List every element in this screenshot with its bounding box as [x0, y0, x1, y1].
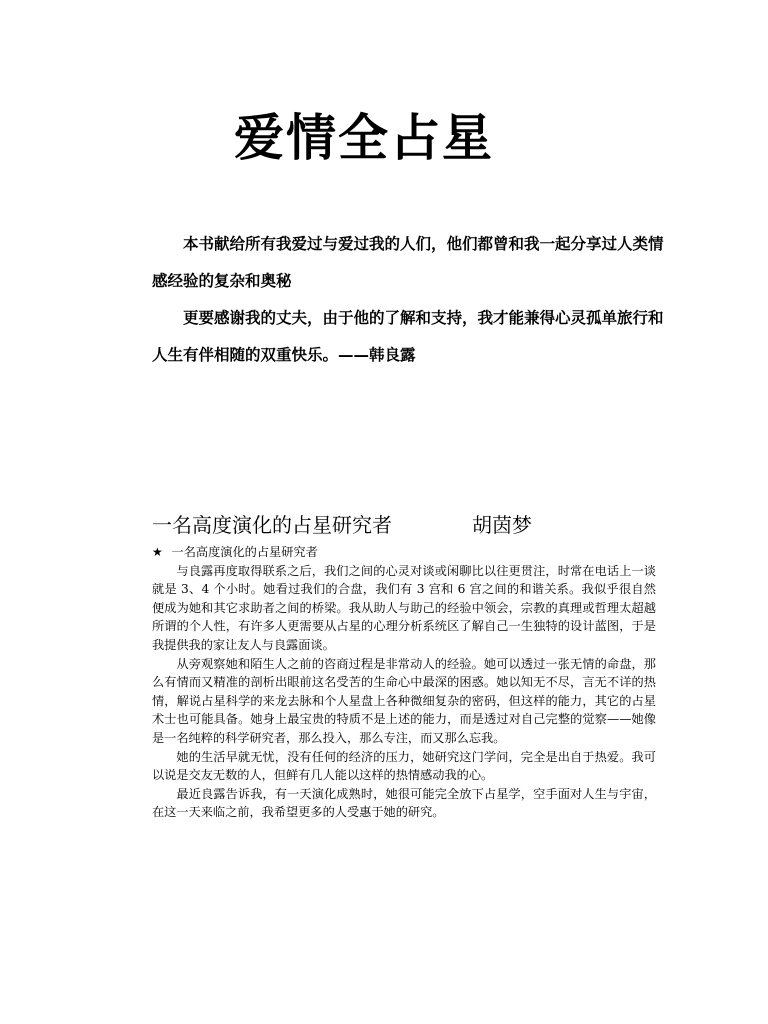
body-paragraph: 她的生活早就无忧，没有任何的经济的压力，她研究这门学问，完全是出自于热爱。我可以说是交友无数的人，但鲜有几人能以这样的热情感动我的心。 — [152, 749, 656, 783]
section-author: 胡茵梦 — [472, 513, 532, 537]
body-paragraph: 从旁观察她和陌生人之前的咨商过程是非常动人的经验。她可以透过一张无情的命盘，那么有情而又精准的剖析出眼前这名受苦的生命心中最深的困惑。她以知无不尽，言无不详的热情，解说占星科学的来龙去脉和个人星盘上各种微细复杂的密码，但这样的能力，其它的占星术士也可能具备。她身上最宝贵的特质不是上述的能力，而是透过对自己完整的觉察——她像是一名纯粹的科学研究者，那么投入，那么专注，而又那么忘我。 — [152, 656, 656, 745]
book-title: 爱情全占星 — [234, 109, 494, 167]
section-body — [152, 543, 656, 822]
star-icon: ★ — [152, 545, 163, 559]
dedication-paragraph: 本书献给所有我爱过与爱过我的人们，他们都曾和我一起分享过人类情感经验的复杂和奥秘 — [152, 235, 664, 290]
dedication-paragraph: 更要感谢我的丈夫，由于他的了解和支持，我才能兼得心灵孤单旅行和人生有伴相随的双重快乐。——韩良露 — [152, 309, 664, 364]
section-heading — [152, 511, 652, 539]
dedication — [152, 226, 672, 374]
body-paragraph: 最近良露告诉我，有一天演化成熟时，她很可能完全放下占星学，空手面对人生与宇宙，在这一天来临之前，我希望更多的人受惠于她的研究。 — [152, 786, 656, 820]
section-title: 一名高度演化的占星研究者 — [152, 513, 392, 537]
subheading-text: 一名高度演化的占星研究者 — [171, 545, 318, 559]
section-subheading — [152, 543, 656, 562]
body-paragraph: 与良露再度取得联系之后，我们之间的心灵对谈或闲聊比以往更贯注，时常在电话上一谈就是 3、4 个小时。她看过我们的合盘，我们有 3 宫和 6 宫之间的和谐关系。我似乎很自然便成为她和其它求助者之间的桥梁。我从助人与助己的经验中领会，宗教的真理或哲理太超越所谓的个人性，有许多人更需要从占星的心理分析系统区了解自己一生独特的设计蓝图，于是我提供我的家让友人与良露面谈。 — [152, 563, 656, 652]
